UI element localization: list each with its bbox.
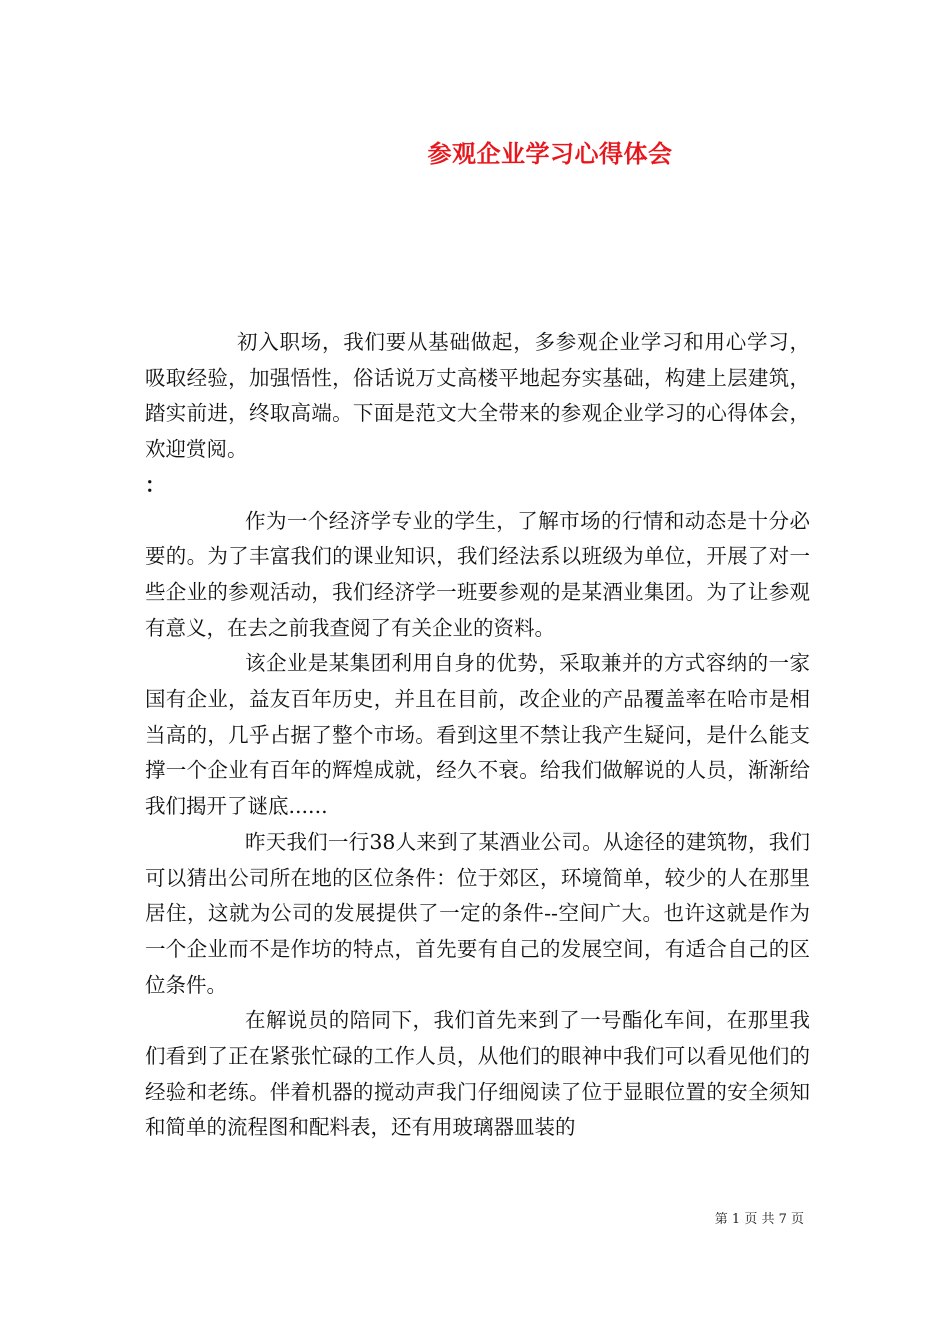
page-title: 参观企业学习心得体会	[427, 139, 673, 168]
page-number-footer: 第 1 页 共 7 页	[714, 1212, 804, 1227]
paragraph-2: 该企业是某集团利用自身的优势，采取兼并的方式容纳的一家国有企业，益友百年历史，并且在目前，改企业的产品覆盖率在哈市是相当高的，几乎占据了整个市场。看到这里不禁让我产生疑问，是什么能支撑一个企业有百年的辉煌成就，经久不衰。给我们做解说的人员，渐渐给我们揭开了谜底......	[145, 651, 810, 819]
intro-paragraph: 初入职场，我们要从基础做起，多参观企业学习和用心学习，吸取经验，加强悟性，俗话说万丈高楼平地起夯实基础，构建上层建筑，踏实前进，终取高端。下面是范文大全带来的参观企业学习的心得体会，欢迎赏阅。	[145, 330, 810, 462]
paragraph-1: 作为一个经济学专业的学生，了解市场的行情和动态是十分必要的。为了丰富我们的课业知识，我们经法系以班级为单位，开展了对一些企业的参观活动，我们经济学一班要参观的是某酒业集团。为了让参观有意义，在去之前我查阅了有关企业的资料。	[145, 508, 810, 640]
colon-line: ：	[145, 472, 166, 497]
document-body	[145, 325, 810, 1146]
paragraph-4: 在解说员的陪同下，我们首先来到了一号酯化车间，在那里我们看到了正在紧张忙碌的工作人员，从他们的眼神中我们可以看见他们的经验和老练。伴着机器的搅动声我门仔细阅读了位于显眼位置的安全须知和简单的流程图和配料表，还有用玻璃器皿装的	[145, 1008, 810, 1140]
paragraph-3: 昨天我们一行38人来到了某酒业公司。从途径的建筑物，我们可以猜出公司所在地的区位条件：位于郊区，环境简单，较少的人在那里居住，这就为公司的发展提供了一定的条件--空间广大。也许这就是作为一个企业而不是作坊的特点，首先要有自己的发展空间，有适合自己的区位条件。	[145, 829, 810, 997]
